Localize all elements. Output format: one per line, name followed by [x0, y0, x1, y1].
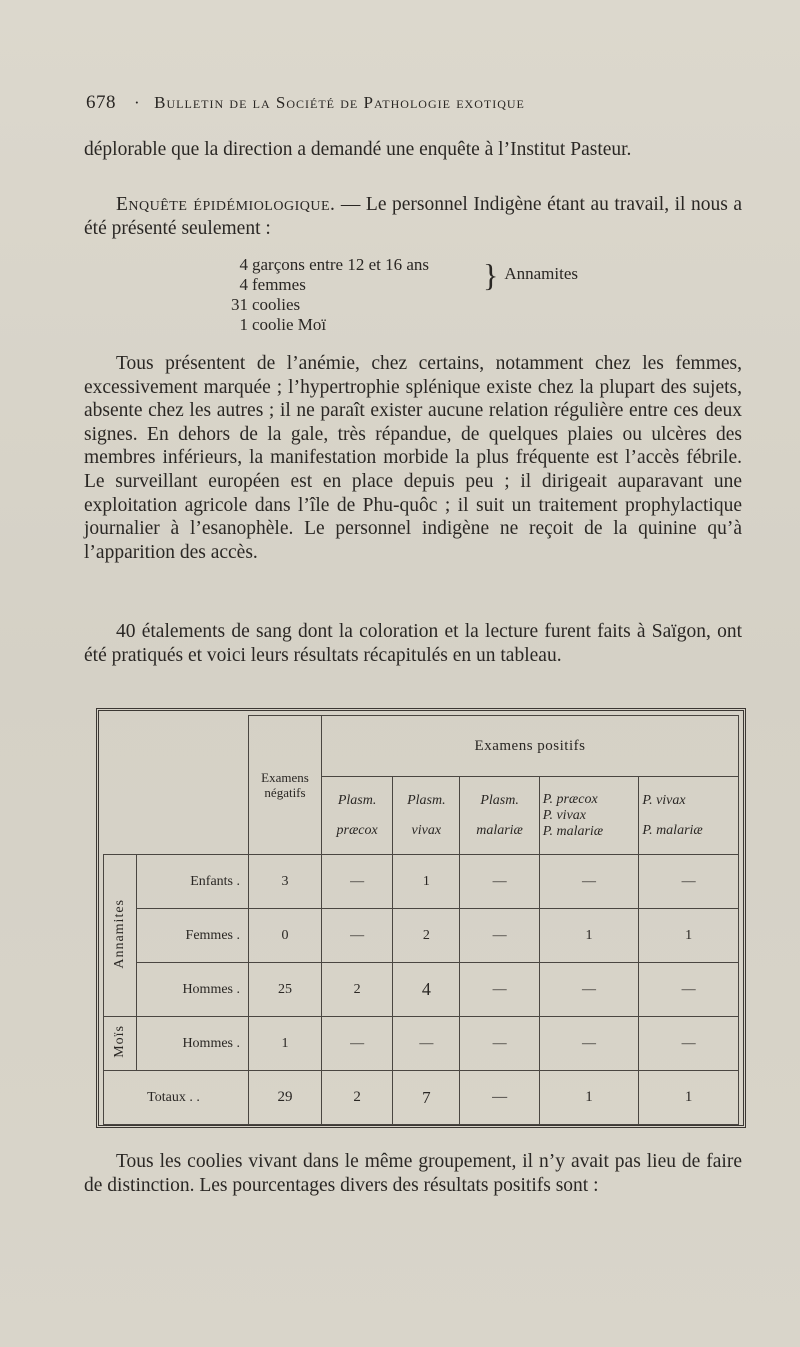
cell: 1	[393, 855, 460, 909]
column-header: Plasm. vivax	[393, 777, 460, 855]
cell: —	[639, 963, 739, 1017]
cell-negative: 0	[249, 909, 322, 963]
cell: —	[393, 1017, 460, 1071]
page-number: 678	[86, 92, 116, 113]
cell: —	[460, 855, 539, 909]
table-header-row	[104, 716, 739, 777]
group-label-annamites: Annamites	[104, 855, 137, 1017]
header-positive: Examens positifs	[322, 716, 739, 777]
cell: —	[460, 963, 539, 1017]
staff-group-brace	[483, 258, 578, 292]
header-separator: ·	[134, 93, 141, 112]
cell: 1	[639, 909, 739, 963]
header-negative: Examens négatifs	[249, 716, 322, 855]
results-table	[103, 715, 739, 1125]
section-lead-text: — Le personnel Indigène étant au travail, il nous a été présenté seulement :	[84, 194, 742, 239]
paragraph-continuation: déplorable que la direction a demandé une enquête à l’Institut Pasteur.	[84, 139, 632, 160]
cell: —	[460, 1017, 539, 1071]
cell: 2	[393, 909, 460, 963]
cell: —	[639, 855, 739, 909]
totals-cell: 7	[393, 1071, 460, 1125]
column-header: P. vivax P. malariæ	[639, 777, 739, 855]
section-lead: Enquête épidémiologique.	[116, 194, 336, 215]
staff-list-item: 4 femmes	[239, 275, 306, 294]
cell-negative: 3	[249, 855, 322, 909]
cell: —	[322, 1017, 393, 1071]
totals-cell: —	[460, 1071, 539, 1125]
totals-cell: 1	[639, 1071, 739, 1125]
cell: —	[539, 855, 639, 909]
cell: —	[322, 855, 393, 909]
paragraph-enquete	[84, 193, 742, 240]
journal-title: Bulletin de la Société de Pathologie exotique	[154, 93, 525, 112]
brace-glyph: }	[483, 257, 499, 293]
results-table-frame	[96, 708, 746, 1128]
table-corner	[104, 716, 249, 855]
column-header: Plasm. malariæ	[460, 777, 539, 855]
cell: —	[322, 909, 393, 963]
cell: —	[460, 909, 539, 963]
table-row	[104, 909, 739, 963]
cell: —	[539, 1017, 639, 1071]
staff-list-item: 4 garçons entre 12 et 16 ans	[239, 255, 430, 274]
row-label: Hommes .	[137, 1017, 249, 1071]
column-header: Plasm. præcox	[322, 777, 393, 855]
table-row	[104, 855, 739, 909]
totals-negative: 29	[249, 1071, 322, 1125]
totals-cell: 1	[539, 1071, 639, 1125]
cell: 2	[322, 963, 393, 1017]
staff-list-item: 1 coolie Moï	[239, 315, 327, 334]
staff-list	[228, 255, 648, 335]
running-header	[86, 92, 746, 114]
column-header: P. præcox P. vivax P. malariæ	[539, 777, 639, 855]
staff-list-item: 31 coolies	[231, 295, 301, 314]
paragraph-etalements: 40 étalements de sang dont la coloration et la lecture furent faits à Saïgon, ont été pratiqués et voici leurs résultats récapitulés en un tableau.	[84, 621, 742, 666]
row-label: Femmes .	[137, 909, 249, 963]
row-label: Enfants .	[137, 855, 249, 909]
row-label: Hommes .	[137, 963, 249, 1017]
group-label-mois: Moïs	[104, 1017, 137, 1071]
totals-cell: 2	[322, 1071, 393, 1125]
table-totals-row	[104, 1071, 739, 1125]
table-row	[104, 963, 739, 1017]
totals-label: Totaux . .	[104, 1071, 249, 1125]
cell-negative: 1	[249, 1017, 322, 1071]
paragraph-pourcentages: Tous les coolies vivant dans le même groupement, il n’y avait pas lieu de faire de distinction. Les pourcentages divers des résultats positifs sont :	[84, 1151, 742, 1196]
table-row	[104, 1017, 739, 1071]
paragraph-observations: Tous présentent de l’anémie, chez certains, notamment chez les femmes, excessivement marquée ; l’hypertrophie splénique existe chez la plupart des sujets, absente chez les autres ; il ne paraît exister aucune relation régulière entre ces deux signes. En dehors de la gale, très répandue, de quelques plaies ou ulcères des membres inférieurs, la manifestation morbide la plus fréquente est l’accès fébrile. Le surveillant européen est en place depuis peu ; il dirigeait auparavant une exploitation agricole dans l’île de Phu-quôc ; il suit un traitement prophylactique journalier à l’esanophèle. Le personnel indigène ne reçoit de la quinine qu’à l’apparition des accès.	[84, 353, 742, 563]
cell: —	[539, 963, 639, 1017]
cell: —	[639, 1017, 739, 1071]
cell-negative: 25	[249, 963, 322, 1017]
cell: 1	[539, 909, 639, 963]
staff-group-label: Annamites	[504, 263, 579, 283]
cell: 4	[393, 963, 460, 1017]
